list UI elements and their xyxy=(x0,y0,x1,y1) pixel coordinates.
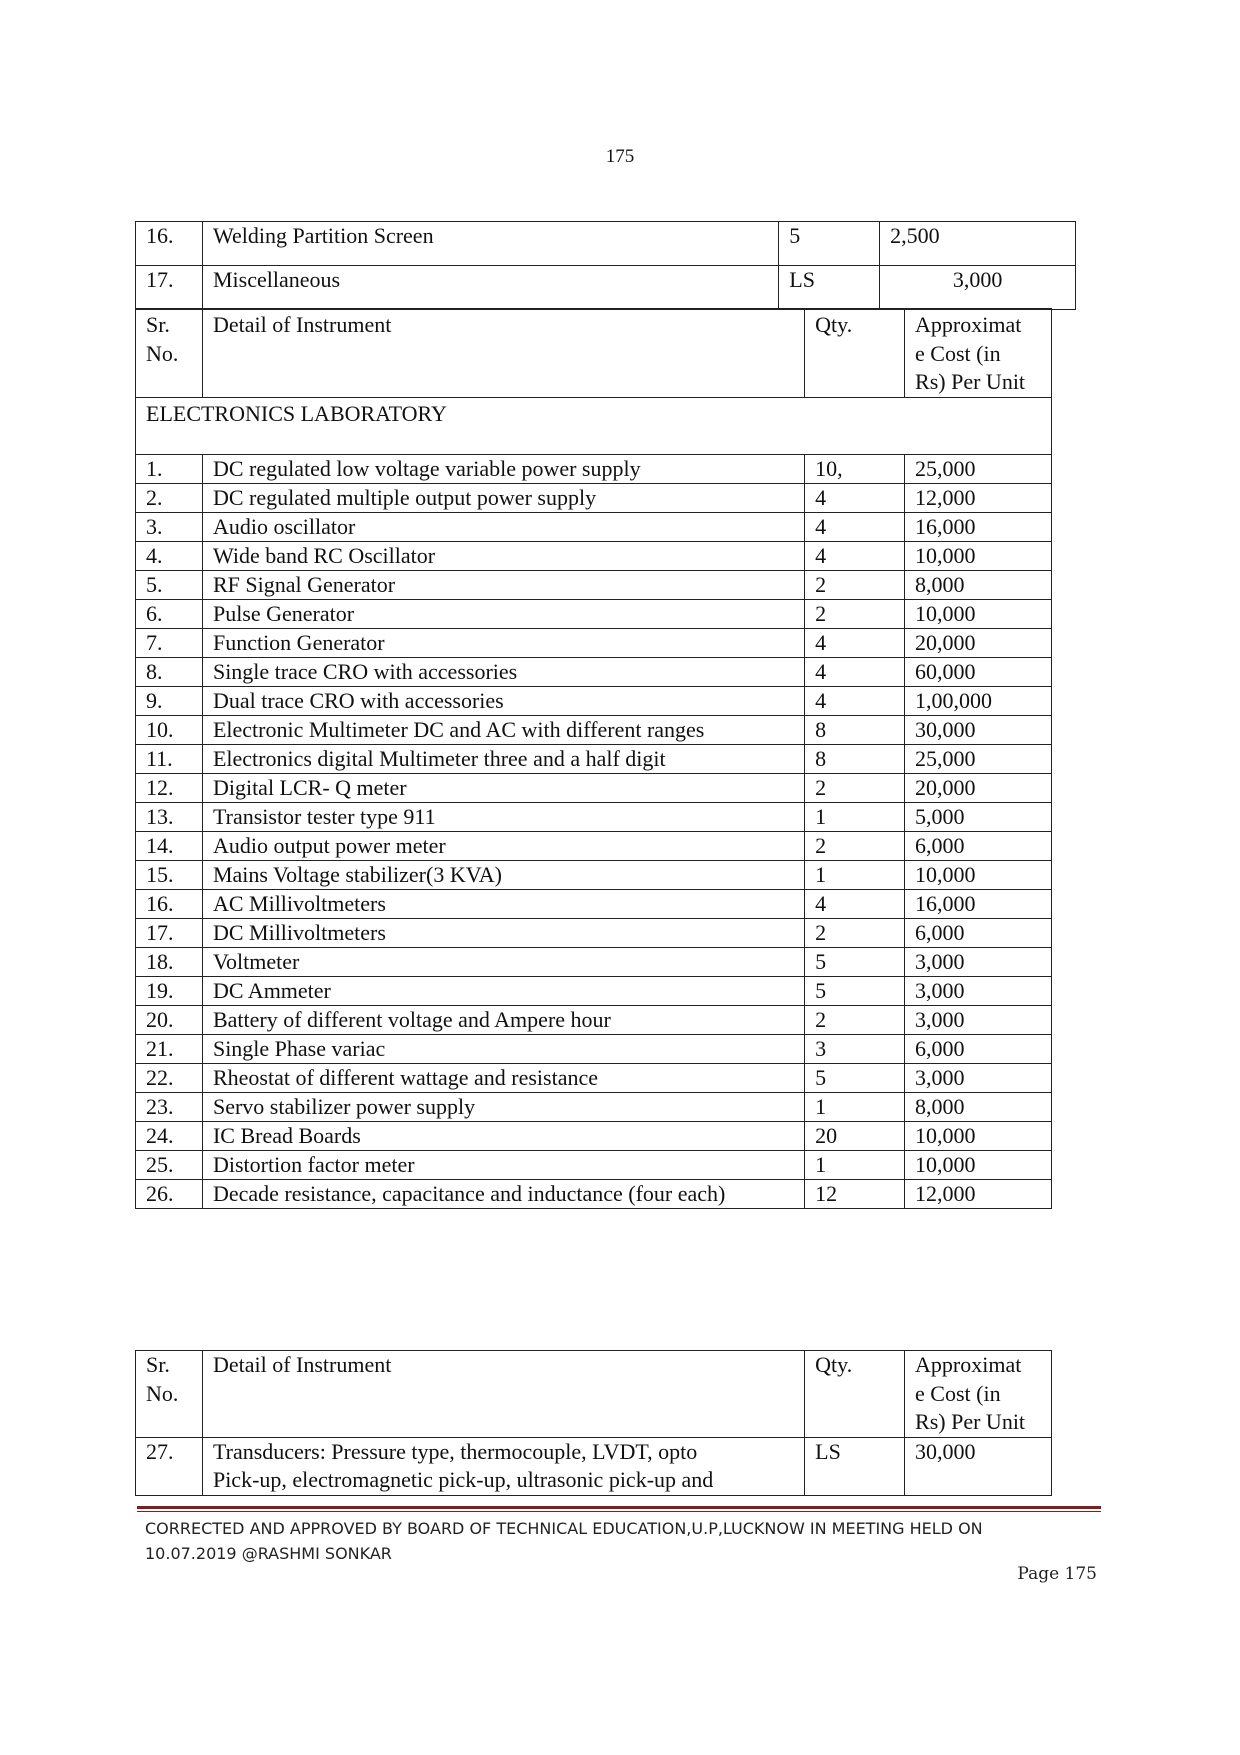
sr-cell: 14. xyxy=(136,831,203,860)
qty-cell: 5 xyxy=(805,976,905,1005)
sr-header-line1: Sr. xyxy=(146,312,170,337)
cost-cell: 25,000 xyxy=(905,454,1052,483)
cost-cell: 10,000 xyxy=(905,541,1052,570)
cost-cell: 1,00,000 xyxy=(905,686,1052,715)
qty-cell: 10, xyxy=(805,454,905,483)
cost-cell: 12,000 xyxy=(905,1179,1052,1208)
table-row xyxy=(136,1150,1052,1179)
qty-cell: 5 xyxy=(805,1063,905,1092)
detail-cell: Servo stabilizer power supply xyxy=(202,1092,804,1121)
table-row xyxy=(136,1034,1052,1063)
cost-cell: 10,000 xyxy=(905,1150,1052,1179)
cost-cell: 12,000 xyxy=(905,483,1052,512)
cost-cell: 3,000 xyxy=(905,1063,1052,1092)
sr-cell: 17. xyxy=(136,266,203,310)
section-title: ELECTRONICS LABORATORY xyxy=(136,397,1052,454)
cost-header-line3: Rs) Per Unit xyxy=(915,1409,1026,1434)
cost-cell: 3,000 xyxy=(905,976,1052,1005)
sr-header-line2: No. xyxy=(146,1380,179,1406)
detail-cell: Function Generator xyxy=(202,628,804,657)
qty-cell: 4 xyxy=(805,541,905,570)
page-number: 175 xyxy=(605,146,635,167)
footer-divider xyxy=(137,1506,1101,1509)
qty-cell: 4 xyxy=(805,628,905,657)
qty-cell: 8 xyxy=(805,715,905,744)
qty-cell: 1 xyxy=(805,1092,905,1121)
cost-cell: 20,000 xyxy=(905,773,1052,802)
sr-cell: 21. xyxy=(136,1034,203,1063)
cost-cell: 3,000 xyxy=(880,266,1076,310)
detail-cell: Audio output power meter xyxy=(202,831,804,860)
electronics-lab-table xyxy=(135,308,1052,1209)
cost-header xyxy=(905,1351,1052,1438)
table-row xyxy=(136,599,1052,628)
qty-cell: 1 xyxy=(805,860,905,889)
table-row xyxy=(136,860,1052,889)
sr-cell: 9. xyxy=(136,686,203,715)
detail-cell: Dual trace CRO with accessories xyxy=(202,686,804,715)
cost-cell: 16,000 xyxy=(905,889,1052,918)
sr-cell: 16. xyxy=(136,889,203,918)
sr-cell: 11. xyxy=(136,744,203,773)
qty-cell: 1 xyxy=(805,1150,905,1179)
detail-cell: Battery of different voltage and Ampere hour xyxy=(202,1005,804,1034)
detail-cell: Electronics digital Multimeter three and a half digit xyxy=(202,744,804,773)
cost-cell: 2,500 xyxy=(880,222,1076,266)
detail-cell: RF Signal Generator xyxy=(202,570,804,599)
table-row xyxy=(136,773,1052,802)
cost-cell: 3,000 xyxy=(905,947,1052,976)
qty-cell: 1 xyxy=(805,802,905,831)
sr-cell: 23. xyxy=(136,1092,203,1121)
cost-cell: 3,000 xyxy=(905,1005,1052,1034)
detail-cell: Distortion factor meter xyxy=(202,1150,804,1179)
sr-cell: 10. xyxy=(136,715,203,744)
cost-cell: 8,000 xyxy=(905,570,1052,599)
detail-cell: Mains Voltage stabilizer(3 KVA) xyxy=(202,860,804,889)
detail-cell: IC Bread Boards xyxy=(202,1121,804,1150)
sr-cell: 22. xyxy=(136,1063,203,1092)
table-row xyxy=(136,831,1052,860)
sr-cell: 18. xyxy=(136,947,203,976)
table-row xyxy=(136,889,1052,918)
detail-cell: DC Millivoltmeters xyxy=(202,918,804,947)
detail-cell: DC Ammeter xyxy=(202,976,804,1005)
qty-cell: 3 xyxy=(805,1034,905,1063)
detail-line1: Transducers: Pressure type, thermocouple, LVDT, opto xyxy=(212,1438,698,1464)
qty-cell: 5 xyxy=(805,947,905,976)
cost-cell: 16,000 xyxy=(905,512,1052,541)
top-continuation-table xyxy=(135,221,1076,310)
table-row xyxy=(136,570,1052,599)
sr-header xyxy=(136,1351,203,1438)
detail-cell: Decade resistance, capacitance and inductance (four each) xyxy=(202,1179,804,1208)
sr-cell: 25. xyxy=(136,1150,203,1179)
qty-cell: 4 xyxy=(805,889,905,918)
cost-cell: 20,000 xyxy=(905,628,1052,657)
cost-cell: 6,000 xyxy=(905,918,1052,947)
detail-cell: Electronic Multimeter DC and AC with different ranges xyxy=(202,715,804,744)
qty-cell: LS xyxy=(805,1437,905,1495)
detail-cell: Pulse Generator xyxy=(202,599,804,628)
sr-cell: 24. xyxy=(136,1121,203,1150)
detail-header: Detail of Instrument xyxy=(202,309,804,398)
detail-cell: Voltmeter xyxy=(202,947,804,976)
cost-cell: 10,000 xyxy=(905,599,1052,628)
table-row xyxy=(136,541,1052,570)
qty-cell: 2 xyxy=(805,599,905,628)
sr-cell: 2. xyxy=(136,483,203,512)
table-body xyxy=(136,454,1052,1208)
qty-header: Qty. xyxy=(805,309,905,398)
footer-line2: 10.07.2019 @RASHMI SONKAR xyxy=(145,1544,392,1563)
table-row xyxy=(136,1437,1052,1495)
cost-cell: 5,000 xyxy=(905,802,1052,831)
table-row xyxy=(136,1063,1052,1092)
table-row xyxy=(136,947,1052,976)
cost-cell: 30,000 xyxy=(905,1437,1052,1495)
qty-cell: 8 xyxy=(805,744,905,773)
cost-cell: 10,000 xyxy=(905,860,1052,889)
sr-cell: 16. xyxy=(136,222,203,266)
section-row xyxy=(136,397,1052,454)
detail-cell: Rheostat of different wattage and resistance xyxy=(202,1063,804,1092)
sr-cell: 27. xyxy=(136,1437,203,1495)
table-row xyxy=(136,222,1076,266)
qty-cell: 2 xyxy=(805,831,905,860)
detail-cell: Miscellaneous xyxy=(202,266,778,310)
qty-cell: 5 xyxy=(779,222,880,266)
detail-cell: Transistor tester type 911 xyxy=(202,802,804,831)
sr-cell: 15. xyxy=(136,860,203,889)
cost-cell: 25,000 xyxy=(905,744,1052,773)
qty-cell: 4 xyxy=(805,657,905,686)
table-row xyxy=(136,802,1052,831)
sr-header xyxy=(136,309,203,398)
table-row xyxy=(136,1121,1052,1150)
table-row xyxy=(136,512,1052,541)
detail-line2: Pick-up, electromagnetic pick-up, ultrasonic pick-up and xyxy=(212,1467,714,1492)
qty-cell: 4 xyxy=(805,512,905,541)
header-row xyxy=(136,309,1052,398)
qty-cell: 12 xyxy=(805,1179,905,1208)
cost-cell: 60,000 xyxy=(905,657,1052,686)
sr-header-line1: Sr. xyxy=(146,1352,170,1377)
table-row xyxy=(136,976,1052,1005)
sr-cell: 3. xyxy=(136,512,203,541)
footer-divider-thin xyxy=(137,1511,1101,1512)
detail-cell: DC regulated low voltage variable power supply xyxy=(202,454,804,483)
cost-header-line1: Approximat xyxy=(915,312,1022,337)
sr-cell: 19. xyxy=(136,976,203,1005)
detail-cell: AC Millivoltmeters xyxy=(202,889,804,918)
table-row xyxy=(136,1005,1052,1034)
sr-cell: 26. xyxy=(136,1179,203,1208)
table-row xyxy=(136,657,1052,686)
footer-line1: CORRECTED AND APPROVED BY BOARD OF TECHNICAL EDUCATION,U.P,LUCKNOW IN MEETING HELD ON xyxy=(145,1519,983,1538)
sr-cell: 7. xyxy=(136,628,203,657)
table-row xyxy=(136,1092,1052,1121)
sr-cell: 5. xyxy=(136,570,203,599)
cost-header-line1: Approximat xyxy=(915,1352,1022,1377)
qty-cell: 4 xyxy=(805,483,905,512)
sr-cell: 1. xyxy=(136,454,203,483)
sr-cell: 4. xyxy=(136,541,203,570)
table-row xyxy=(136,266,1076,310)
detail-cell: Wide band RC Oscillator xyxy=(202,541,804,570)
sr-cell: 8. xyxy=(136,657,203,686)
sr-cell: 20. xyxy=(136,1005,203,1034)
cost-header xyxy=(905,309,1052,398)
sr-header-line2: No. xyxy=(146,340,179,366)
cost-cell: 30,000 xyxy=(905,715,1052,744)
cost-cell: 6,000 xyxy=(905,1034,1052,1063)
table-row xyxy=(136,1179,1052,1208)
detail-cell: Single Phase variac xyxy=(202,1034,804,1063)
table-row xyxy=(136,483,1052,512)
footer-page-label: Page 175 xyxy=(1017,1564,1097,1584)
qty-cell: 2 xyxy=(805,773,905,802)
sr-cell: 12. xyxy=(136,773,203,802)
detail-cell xyxy=(202,1437,804,1495)
detail-cell: DC regulated multiple output power supply xyxy=(202,483,804,512)
qty-header: Qty. xyxy=(805,1351,905,1438)
qty-cell: 2 xyxy=(805,570,905,599)
cost-header-line3: Rs) Per Unit xyxy=(915,369,1026,394)
table-row xyxy=(136,686,1052,715)
footer-note xyxy=(145,1516,1105,1566)
qty-cell: 2 xyxy=(805,1005,905,1034)
detail-cell: Single trace CRO with accessories xyxy=(202,657,804,686)
table-row xyxy=(136,454,1052,483)
detail-cell: Audio oscillator xyxy=(202,512,804,541)
qty-cell: 2 xyxy=(805,918,905,947)
continued-table xyxy=(135,1350,1052,1496)
cost-cell: 10,000 xyxy=(905,1121,1052,1150)
table-row xyxy=(136,715,1052,744)
qty-cell: 20 xyxy=(805,1121,905,1150)
table-row xyxy=(136,918,1052,947)
table-row xyxy=(136,628,1052,657)
sr-cell: 6. xyxy=(136,599,203,628)
cost-header-line2: e Cost (in xyxy=(915,340,1001,366)
header-row xyxy=(136,1351,1052,1438)
qty-cell: 4 xyxy=(805,686,905,715)
table-row xyxy=(136,744,1052,773)
sr-cell: 13. xyxy=(136,802,203,831)
detail-cell: Welding Partition Screen xyxy=(202,222,778,266)
detail-header: Detail of Instrument xyxy=(202,1351,804,1438)
cost-cell: 8,000 xyxy=(905,1092,1052,1121)
qty-cell: LS xyxy=(779,266,880,310)
cost-cell: 6,000 xyxy=(905,831,1052,860)
detail-cell: Digital LCR- Q meter xyxy=(202,773,804,802)
sr-cell: 17. xyxy=(136,918,203,947)
cost-header-line2: e Cost (in xyxy=(915,1380,1001,1406)
